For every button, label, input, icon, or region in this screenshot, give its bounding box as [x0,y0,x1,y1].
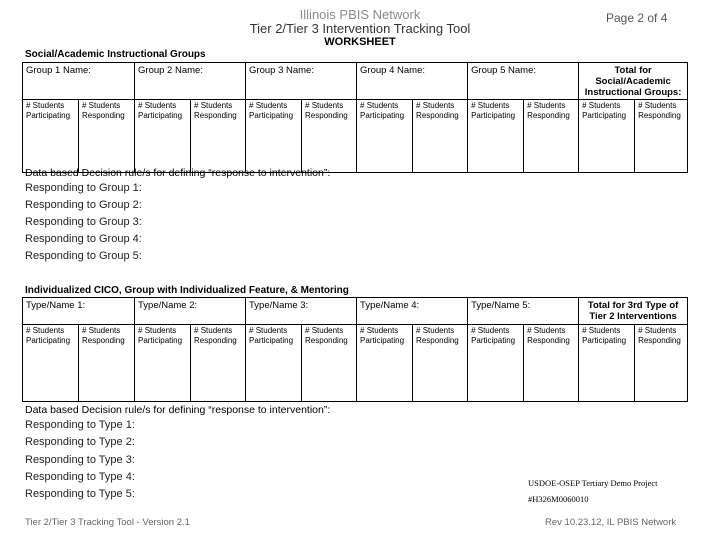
s1-g3-participating[interactable] [246,100,302,173]
section2-type-2-name[interactable]: Type/Name 2: [135,298,246,325]
s2-t1-participating[interactable] [23,325,79,402]
header-subtitle: WORKSHEET [324,36,396,48]
s2-t3-participating[interactable] [246,325,302,402]
participating-label: # Students Participating [249,101,294,120]
s1-g4-responding[interactable] [413,100,468,173]
responding-label: # Students Responding [527,326,570,345]
section1-count-row [23,100,688,173]
section1-responding-4: Responding to Group 4: [25,233,142,245]
section1-group-3-name[interactable]: Group 3 Name: [246,63,357,100]
responding-label: # Students Responding [527,101,570,120]
section1-responding-1: Responding to Group 1: [25,182,142,194]
s2-t2-participating[interactable] [135,325,191,402]
s1-g5-participating[interactable] [468,100,524,173]
participating-label: # Students Participating [360,101,405,120]
section2-group-row [23,298,688,325]
responding-label: # Students Responding [638,326,681,345]
participating-label: # Students Participating [138,101,183,120]
responding-label: # Students Responding [82,101,125,120]
participating-label: # Students Participating [249,326,294,345]
section2-type-1-name[interactable]: Type/Name 1: [23,298,135,325]
section1-title: Social/Academic Instructional Groups [25,49,206,60]
s1-g1-responding[interactable] [79,100,135,173]
section2-table [22,297,688,402]
section2-count-row [23,325,688,402]
s2-t4-responding[interactable] [413,325,468,402]
s1-g4-participating[interactable] [357,100,413,173]
s2-t5-participating[interactable] [468,325,524,402]
section2-type-5-name[interactable]: Type/Name 5: [468,298,579,325]
footer-version: Tier 2/Tier 3 Tracking Tool - Version 2.1 [25,517,190,528]
section2-responding-5: Responding to Type 5: [25,488,135,500]
responding-label: # Students Responding [82,326,125,345]
participating-label: # Students Participating [471,326,516,345]
responding-label: # Students Responding [305,101,348,120]
section1-total-label: Total for Social/Academic Instructional Groups: [579,63,688,100]
project-number: #H326M0060010 [528,494,589,504]
section2-responding-4: Responding to Type 4: [25,471,135,483]
responding-label: # Students Responding [194,326,237,345]
participating-label: # Students Participating [471,101,516,120]
s1-g3-responding[interactable] [302,100,357,173]
section1-responding-3: Responding to Group 3: [25,216,142,228]
participating-label: # Students Participating [26,326,71,345]
participating-label: # Students Participating [26,101,71,120]
section1-group-5-name[interactable]: Group 5 Name: [468,63,579,100]
page-number: Page 2 of 4 [606,11,668,25]
section1-group-4-name[interactable]: Group 4 Name: [357,63,468,100]
section1-table [22,62,688,173]
participating-label: # Students Participating [138,326,183,345]
s1-total-responding[interactable] [635,100,688,173]
s2-t3-responding[interactable] [302,325,357,402]
responding-label: # Students Responding [194,101,237,120]
header-title: Tier 2/Tier 3 Intervention Tracking Tool [249,21,471,36]
section2-title: Individualized CICO, Group with Individualized Feature, & Mentoring [25,285,349,296]
responding-label: # Students Responding [416,101,459,120]
section1-group-2-name[interactable]: Group 2 Name: [135,63,246,100]
section2-responding-3: Responding to Type 3: [25,454,135,466]
section1-group-1-name[interactable]: Group 1 Name: [23,63,135,100]
participating-label: # Students Participating [582,326,627,345]
project-name: USDOE-OSEP Tertiary Demo Project [528,478,658,488]
section1-group-row [23,63,688,100]
header-org: Illinois PBIS Network [299,7,421,22]
s1-g1-participating[interactable] [23,100,79,173]
s2-total-responding[interactable] [635,325,688,402]
s1-g5-responding[interactable] [524,100,579,173]
footer-revision: Rev 10.23.12, IL PBIS Network [545,517,677,528]
participating-label: # Students Participating [360,326,405,345]
section2-responding-2: Responding to Type 2: [25,436,135,448]
section2-type-4-name[interactable]: Type/Name 4: [357,298,468,325]
s2-t4-participating[interactable] [357,325,413,402]
s2-t1-responding[interactable] [79,325,135,402]
section2-total-label: Total for 3rd Type of Tier 2 Interventions [579,298,688,325]
section1-responding-5: Responding to Group 5: [25,250,142,262]
section2-decision-rule: Data based Decision rule/s for defining “response to intervention”: [25,404,331,416]
section2-type-3-name[interactable]: Type/Name 3: [246,298,357,325]
s2-t5-responding[interactable] [524,325,579,402]
s2-t2-responding[interactable] [191,325,246,402]
section1-responding-2: Responding to Group 2: [25,199,142,211]
participating-label: # Students Participating [582,101,627,120]
section1-decision-rule: Data based Decision rule/s for defining “response to intervention”: [25,167,331,179]
responding-label: # Students Responding [638,101,681,120]
section2-responding-1: Responding to Type 1: [25,419,135,431]
responding-label: # Students Responding [305,326,348,345]
s2-total-participating[interactable] [579,325,635,402]
s1-total-participating[interactable] [579,100,635,173]
responding-label: # Students Responding [416,326,459,345]
s1-g2-participating[interactable] [135,100,191,173]
s1-g2-responding[interactable] [191,100,246,173]
